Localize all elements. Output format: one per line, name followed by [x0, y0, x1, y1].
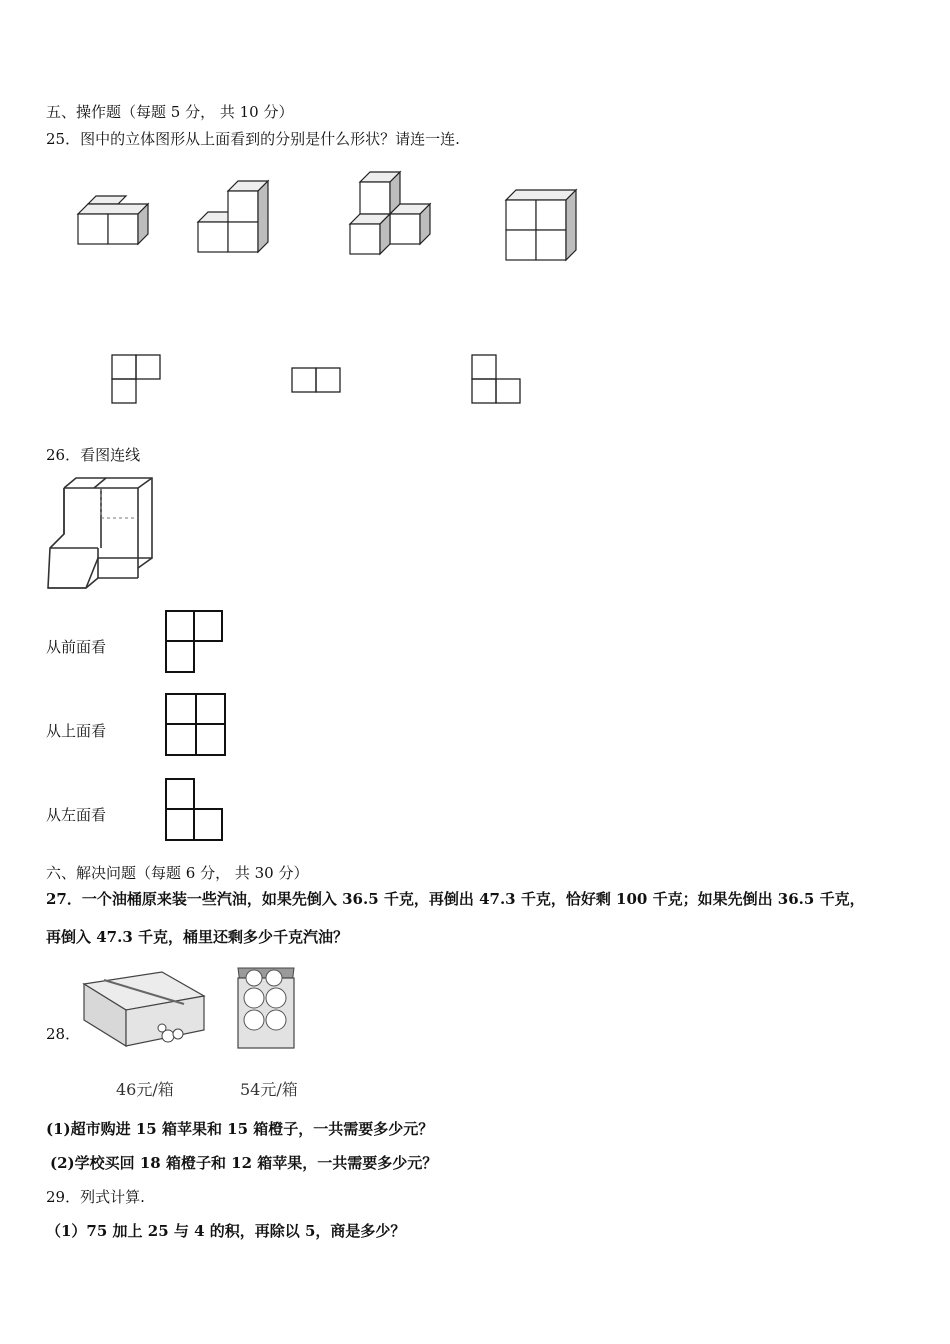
q26-solid-figure: [46, 476, 158, 592]
question-28-sub-1: (1)超市购进 15 箱苹果和 15 箱橙子，一共需要多少元？: [46, 1120, 434, 1138]
view-label-left: 从左面看: [46, 806, 107, 824]
question-26-title: 26．看图连线: [46, 446, 141, 464]
view-label-front: 从前面看: [46, 638, 107, 656]
top-view-shape-2: [291, 367, 343, 395]
apple-price-label: 46元/箱: [116, 1080, 174, 1099]
question-28-number: 28．: [46, 1025, 81, 1043]
view-label-top: 从上面看: [46, 722, 107, 740]
question-29-title: 29．列式计算.: [46, 1188, 145, 1206]
top-view-shape-1: [111, 354, 163, 406]
apple-box-image: [82, 970, 208, 1050]
section-5-title: 五、操作题（每题 5 分， 共 10 分）: [46, 103, 294, 121]
orange-price-label: 54元/箱: [240, 1080, 298, 1099]
question-27-line-1: 27．一个油桶原来装一些汽油，如果先倒入 36.5 千克，再倒出 47.3 千克，恰好剩 100 千克；如果先倒出 36.5 千克，: [46, 890, 865, 908]
question-29-sub-1: （1）75 加上 25 与 4 的积，再除以 5，商是多少？: [46, 1222, 406, 1240]
solid-figure-3: [348, 172, 434, 258]
view-shape-left: [164, 777, 226, 843]
view-shape-front: [164, 609, 226, 675]
solid-figure-4: [504, 186, 580, 264]
solid-figure-2: [196, 179, 276, 255]
section-6-title: 六、解决问题（每题 6 分， 共 30 分）: [46, 864, 309, 882]
view-shape-top: [164, 692, 228, 758]
question-25: 25．图中的立体图形从上面看到的分别是什么形状？请连一连.: [46, 130, 460, 148]
question-28-sub-2: (2)学校买回 18 箱橙子和 12 箱苹果，一共需要多少元？: [50, 1154, 438, 1172]
question-27-line-2: 再倒入 47.3 千克，桶里还剩多少千克汽油？: [46, 928, 348, 946]
orange-box-image: [234, 964, 298, 1052]
solid-figure-1: [76, 196, 156, 252]
top-view-shape-3: [471, 354, 523, 406]
